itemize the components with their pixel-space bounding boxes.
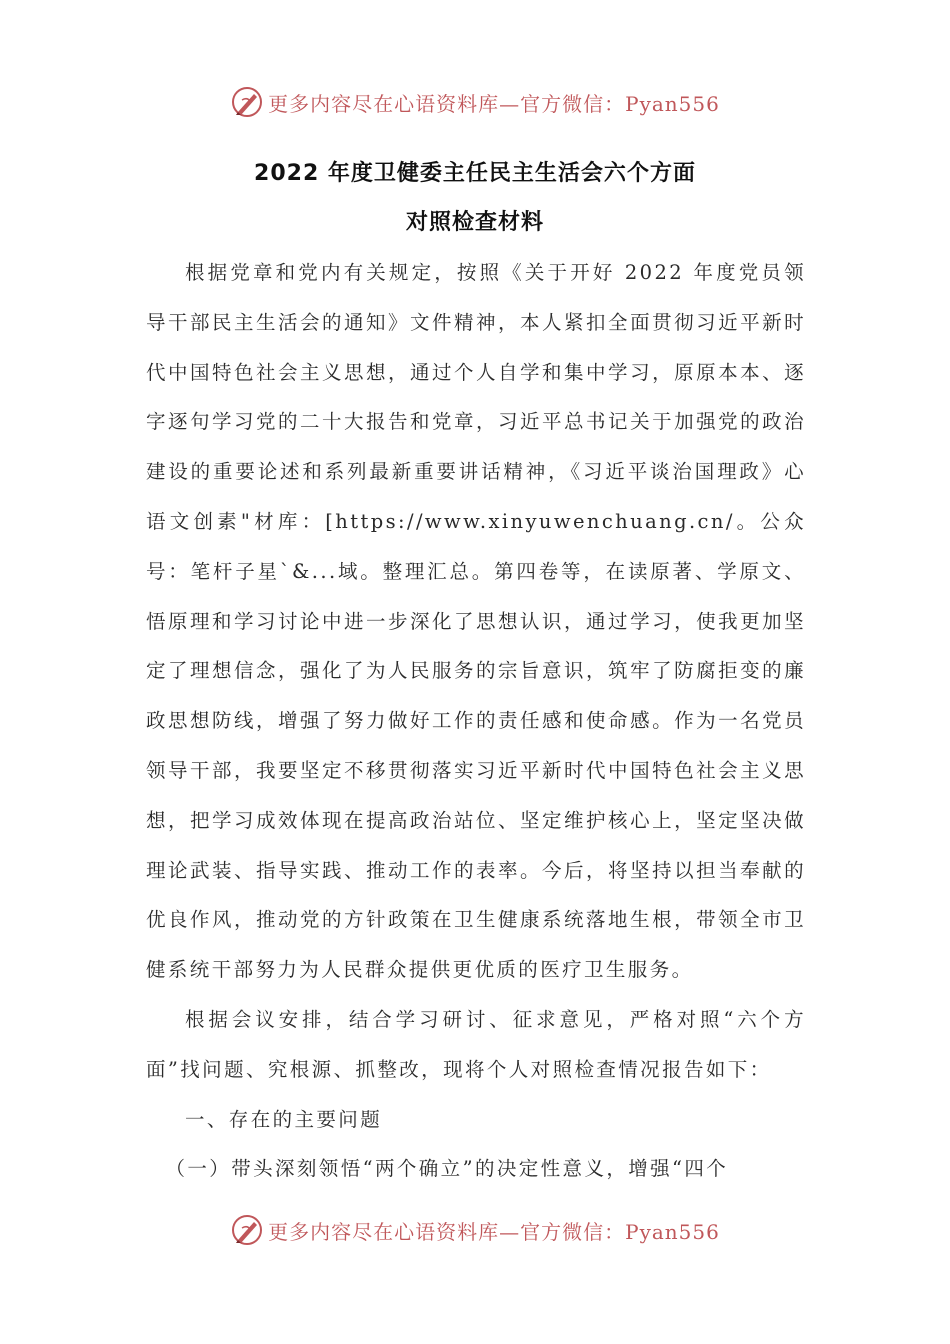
pen-logo-icon: [230, 85, 264, 119]
document-title: 2022 年度卫健委主任民主生活会六个方面: [254, 161, 696, 186]
watermark-text: 更多内容尽在心语资料库—官方微信：Pyan556: [268, 1219, 720, 1244]
watermark-bottom: [0, 1210, 950, 1250]
paragraph: 根据会议安排，结合学习研讨、征求意见，严格对照“六个方面”找问题、究根源、抓整改，现将个人对照检查情况报告如下：: [146, 1007, 806, 1081]
pen-logo-icon: [230, 1213, 264, 1247]
subsection-heading: （一）带头深刻领悟“两个确立”的决定性意义，增强“四个: [165, 1157, 729, 1181]
document-body: [146, 248, 806, 1194]
watermark-text: 更多内容尽在心语资料库—官方微信：Pyan556: [268, 91, 720, 116]
section-heading: 一、存在的主要问题: [185, 1107, 383, 1131]
paragraph: 根据党章和党内有关规定，按照《关于开好 2022 年度党员领导干部民主生活会的通知》文件精神，本人紧扣全面贯彻习近平新时代中国特色社会主义思想，通过个人自学和集中学习，原原本本、逐字逐句学习党的二十大报告和党章，习近平总书记关于加强党的政治建设的重要论述和系列最新重要讲话精神，《习近平谈治国理政》心语文创素"材库：[https://www.xinyuwenchuang.cn/。公众号：笔杆子星`&...域。整理汇总。第四卷等，在读原著、学原文、悟原理和学习讨论中进一步深化了思想认识，通过学习，使我更加坚定了理想信念，强化了为人民服务的宗旨意识，筑牢了防腐拒变的廉政思想防线，增强了努力做好工作的责任感和使命感。作为一名党员领导干部，我要坚定不移贯彻落实习近平新时代中国特色社会主义思想，把学习成效体现在提高政治站位、坚定维护核心上，坚定坚决做理论武装、指导实践、推动工作的表率。今后，将坚持以担当奉献的优良作风，推动党的方针政策在卫生健康系统落地生根，带领全市卫健系统干部努力为人民群众提供更优质的医疗卫生服务。: [146, 261, 806, 982]
watermark-top: [0, 82, 950, 122]
document-subtitle: 对照检查材料: [405, 210, 544, 235]
